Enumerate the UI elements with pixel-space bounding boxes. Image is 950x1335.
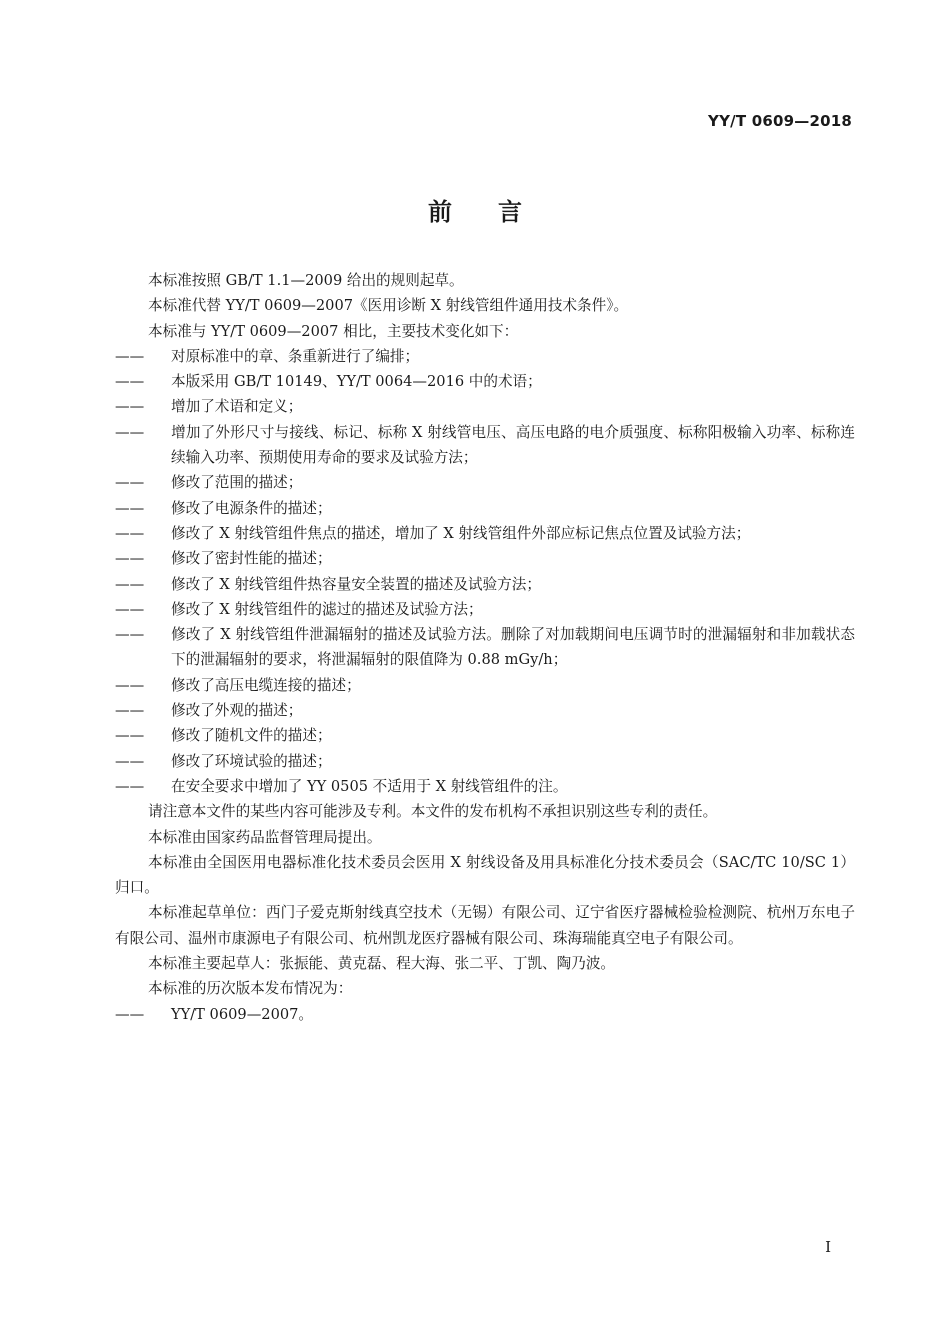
list-item-text: 增加了术语和定义； — [171, 398, 303, 416]
list-item — [115, 698, 855, 723]
list-item — [115, 622, 855, 673]
list-item — [115, 369, 855, 394]
dash-marker: —— — [115, 474, 145, 492]
list-item — [115, 420, 855, 471]
dash-marker: —— — [115, 550, 145, 568]
page-number: I — [825, 1238, 831, 1256]
list-item-text: YY/T 0609—2007。 — [171, 1005, 314, 1023]
list-item — [115, 723, 855, 748]
list-item — [115, 394, 855, 419]
list-item-text: 对原标准中的章、条重新进行了编排； — [171, 347, 420, 365]
list-item — [115, 749, 855, 774]
dash-marker: —— — [115, 777, 145, 795]
dash-marker: —— — [115, 499, 145, 517]
dash-marker: —— — [115, 727, 145, 745]
body-text — [115, 268, 855, 1027]
list-item — [115, 774, 855, 799]
dash-marker: —— — [115, 373, 145, 391]
page-title: 前言 — [428, 198, 568, 226]
list-item-text: 在安全要求中增加了 YY 0505 不适用于 X 射线管组件的注。 — [171, 777, 568, 795]
list-item-text: 修改了密封性能的描述； — [171, 550, 332, 568]
paragraph: 本标准按照 GB/T 1.1—2009 给出的规则起草。 — [148, 272, 464, 289]
paragraph: 本标准由全国医用电器标准化技术委员会医用 X 射线设备及用具标准化分技术委员会（SAC/TC 10/SC 1）归口。 — [115, 853, 855, 897]
list-item — [115, 546, 855, 571]
list-item-text: 修改了 X 射线管组件热容量安全装置的描述及试验方法； — [171, 575, 541, 593]
list-item-text: 修改了 X 射线管组件焦点的描述，增加了 X 射线管组件外部应标记焦点位置及试验方法； — [171, 524, 751, 542]
list-item-text: 修改了电源条件的描述； — [171, 499, 332, 517]
paragraph: 本标准主要起草人：张振能、黄克磊、程大海、张二平、丁凯、陶乃波。 — [148, 955, 616, 973]
list-item-text: 增加了外形尺寸与接线、标记、标称 X 射线管电压、高压电路的电介质强度、标称阳极输入功率、标称连续输入功率、预期使用寿命的要求及试验方法； — [171, 423, 855, 467]
dash-marker: —— — [115, 752, 145, 770]
paragraph: 本标准由国家药品监督管理局提出。 — [148, 828, 382, 846]
dash-marker: —— — [115, 702, 145, 720]
paragraph: 本标准与 YY/T 0609—2007 相比，主要技术变化如下： — [148, 322, 519, 340]
dash-marker: —— — [115, 524, 145, 542]
list-item — [115, 496, 855, 521]
dash-marker: —— — [115, 676, 145, 694]
paragraph: 本标准的历次版本发布情况为： — [148, 980, 353, 998]
standard-code: YY/T 0609—2018 — [708, 112, 852, 130]
dash-marker: —— — [115, 575, 145, 593]
list-item — [115, 597, 855, 622]
list-item — [115, 1002, 855, 1027]
paragraph: 本标准代替 YY/T 0609—2007《医用诊断 X 射线管组件通用技术条件》。 — [148, 297, 629, 315]
dash-marker: —— — [115, 626, 145, 644]
list-item-text: 修改了 X 射线管组件的滤过的描述及试验方法； — [171, 600, 483, 618]
dash-marker: —— — [115, 600, 145, 618]
list-item — [115, 344, 855, 369]
dash-marker: —— — [115, 1005, 145, 1023]
paragraph: 请注意本文件的某些内容可能涉及专利。本文件的发布机构不承担识别这些专利的责任。 — [148, 803, 718, 821]
dash-marker: —— — [115, 423, 145, 441]
list-item — [115, 673, 855, 698]
list-item-text: 修改了范围的描述； — [171, 474, 303, 492]
list-item-text: 修改了环境试验的描述； — [171, 752, 332, 770]
list-item-text: 修改了随机文件的描述； — [171, 727, 332, 745]
paragraph: 本标准起草单位：西门子爱克斯射线真空技术（无锡）有限公司、辽宁省医疗器械检验检测院、杭州万东电子有限公司、温州市康源电子有限公司、杭州凯龙医疗器械有限公司、珠海瑞能真空电子有限公司。 — [115, 904, 855, 947]
list-item-text: 修改了高压电缆连接的描述； — [171, 676, 361, 694]
list-item — [115, 572, 855, 597]
list-item — [115, 470, 855, 495]
dash-marker: —— — [115, 398, 145, 416]
dash-marker: —— — [115, 347, 145, 365]
list-item-text: 修改了外观的描述； — [171, 702, 303, 720]
list-item-text: 本版采用 GB/T 10149、YY/T 0064—2016 中的术语； — [171, 373, 542, 391]
list-item-text: 修改了 X 射线管组件泄漏辐射的描述及试验方法。删除了对加载期间电压调节时的泄漏辐射和非加载状态下的泄漏辐射的要求，将泄漏辐射的限值降为 0.88 mGy/h； — [171, 626, 855, 669]
list-item — [115, 521, 855, 546]
